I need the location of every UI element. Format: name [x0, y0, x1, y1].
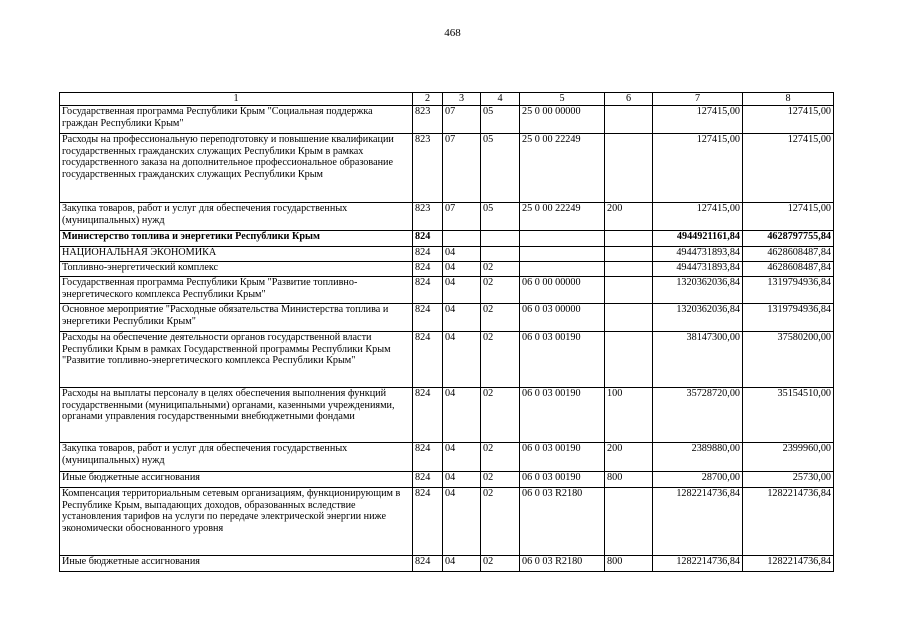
row-expense-type-cell: 200: [605, 203, 653, 231]
table-row: [60, 304, 834, 332]
row-amount-year1-cell: 4944921161,84: [653, 231, 743, 247]
row-target-article-cell: 06 0 03 R2180: [520, 556, 605, 572]
row-expense-type-cell: [605, 277, 653, 304]
row-name-cell: Иные бюджетные ассигнования: [60, 556, 413, 572]
row-amount-year1-cell: 38147300,00: [653, 332, 743, 388]
row-ministry-code-cell: 823: [413, 106, 443, 134]
row-amount-year1-cell: 1320362036,84: [653, 304, 743, 332]
row-ministry-code-cell: 824: [413, 304, 443, 332]
table-header-row: [60, 93, 834, 106]
row-subsection-cell: 05: [481, 134, 520, 203]
row-ministry-code-cell: 823: [413, 203, 443, 231]
row-target-article-cell: 06 0 03 R2180: [520, 488, 605, 556]
table-row: [60, 332, 834, 388]
row-target-article-cell: 25 0 00 00000: [520, 106, 605, 134]
row-amount-year2-cell: 35154510,00: [743, 388, 834, 443]
row-ministry-code-cell: 824: [413, 247, 443, 262]
row-amount-year1-cell: 127415,00: [653, 106, 743, 134]
row-expense-type-cell: [605, 247, 653, 262]
row-name-cell: Закупка товаров, работ и услуг для обеспечения государственных (муниципальных) нужд: [60, 443, 413, 472]
row-section-cell: 07: [443, 203, 481, 231]
table-row: [60, 556, 834, 572]
row-name-cell: Компенсация территориальным сетевым организациям, функционирующим в Республике Крым, выпадающих доходов, образованных вследствие установления тарифов на услуги по передаче электрической энергии ниже экономически обоснованного уровня: [60, 488, 413, 556]
row-amount-year1-cell: 127415,00: [653, 203, 743, 231]
column-header-3: 3: [443, 93, 481, 106]
row-amount-year1-cell: 4944731893,84: [653, 262, 743, 277]
row-subsection-cell: 02: [481, 277, 520, 304]
row-section-cell: 07: [443, 106, 481, 134]
row-target-article-cell: 06 0 03 00190: [520, 332, 605, 388]
row-subsection-cell: 02: [481, 262, 520, 277]
row-section-cell: 04: [443, 247, 481, 262]
row-expense-type-cell: [605, 134, 653, 203]
row-name-cell: Государственная программа Республики Крым "Развитие топливно-энергетического комплекса Республики Крым": [60, 277, 413, 304]
row-ministry-code-cell: 824: [413, 262, 443, 277]
row-amount-year2-cell: 1319794936,84: [743, 304, 834, 332]
row-target-article-cell: [520, 231, 605, 247]
table-row: [60, 106, 834, 134]
table-row: [60, 262, 834, 277]
table-row: [60, 443, 834, 472]
row-subsection-cell: 02: [481, 304, 520, 332]
row-section-cell: 04: [443, 488, 481, 556]
row-subsection-cell: 02: [481, 443, 520, 472]
row-target-article-cell: 25 0 00 22249: [520, 203, 605, 231]
row-subsection-cell: [481, 231, 520, 247]
row-amount-year1-cell: 4944731893,84: [653, 247, 743, 262]
row-amount-year2-cell: 37580200,00: [743, 332, 834, 388]
row-amount-year2-cell: 1282214736,84: [743, 488, 834, 556]
row-amount-year1-cell: 28700,00: [653, 472, 743, 488]
table-row: [60, 247, 834, 262]
row-target-article-cell: 06 0 03 00000: [520, 304, 605, 332]
row-section-cell: 04: [443, 556, 481, 572]
row-amount-year1-cell: 1282214736,84: [653, 556, 743, 572]
column-header-7: 7: [653, 93, 743, 106]
row-section-cell: 04: [443, 262, 481, 277]
table-row: [60, 472, 834, 488]
column-header-8: 8: [743, 93, 834, 106]
row-section-cell: 07: [443, 134, 481, 203]
row-amount-year1-cell: 35728720,00: [653, 388, 743, 443]
row-expense-type-cell: [605, 488, 653, 556]
row-expense-type-cell: [605, 304, 653, 332]
row-ministry-code-cell: 824: [413, 277, 443, 304]
row-section-cell: 04: [443, 388, 481, 443]
row-name-cell: Расходы на обеспечение деятельности органов государственной власти Республики Крым в рамках Государственной программы Республики Крым "Развитие топливно-энергетического комплекса Республики Крым": [60, 332, 413, 388]
row-target-article-cell: [520, 247, 605, 262]
column-header-6: 6: [605, 93, 653, 106]
row-expense-type-cell: 100: [605, 388, 653, 443]
row-ministry-code-cell: 824: [413, 556, 443, 572]
row-subsection-cell: 02: [481, 556, 520, 572]
row-amount-year2-cell: 25730,00: [743, 472, 834, 488]
row-ministry-code-cell: 824: [413, 488, 443, 556]
row-name-cell: Расходы на выплаты персоналу в целях обеспечения выполнения функций государственными (муниципальными) органами, казенными учреждениями, органами управления государственными внебюджетными фондами: [60, 388, 413, 443]
row-name-cell: Основное мероприятие "Расходные обязательства Министерства топлива и энергетики Республики Крым": [60, 304, 413, 332]
row-amount-year2-cell: 127415,00: [743, 106, 834, 134]
row-section-cell: 04: [443, 472, 481, 488]
row-expense-type-cell: 200: [605, 443, 653, 472]
table-row: [60, 231, 834, 247]
row-expense-type-cell: [605, 231, 653, 247]
row-target-article-cell: 06 0 00 00000: [520, 277, 605, 304]
row-amount-year1-cell: 2389880,00: [653, 443, 743, 472]
row-target-article-cell: 25 0 00 22249: [520, 134, 605, 203]
row-subsection-cell: 02: [481, 472, 520, 488]
budget-table: [59, 92, 834, 572]
page-number: 468: [444, 27, 461, 39]
row-section-cell: 04: [443, 277, 481, 304]
row-amount-year2-cell: 4628797755,84: [743, 231, 834, 247]
row-amount-year1-cell: 1320362036,84: [653, 277, 743, 304]
row-target-article-cell: 06 0 03 00190: [520, 443, 605, 472]
row-subsection-cell: 02: [481, 388, 520, 443]
row-ministry-code-cell: 824: [413, 231, 443, 247]
row-amount-year1-cell: 127415,00: [653, 134, 743, 203]
row-ministry-code-cell: 824: [413, 472, 443, 488]
table-row: [60, 488, 834, 556]
row-subsection-cell: 02: [481, 332, 520, 388]
row-amount-year2-cell: 4628608487,84: [743, 262, 834, 277]
row-expense-type-cell: 800: [605, 556, 653, 572]
row-ministry-code-cell: 824: [413, 332, 443, 388]
column-header-4: 4: [481, 93, 520, 106]
row-amount-year1-cell: 1282214736,84: [653, 488, 743, 556]
row-target-article-cell: 06 0 03 00190: [520, 472, 605, 488]
row-name-cell: НАЦИОНАЛЬНАЯ ЭКОНОМИКА: [60, 247, 413, 262]
row-expense-type-cell: [605, 106, 653, 134]
column-header-5: 5: [520, 93, 605, 106]
row-amount-year2-cell: 127415,00: [743, 203, 834, 231]
table-row: [60, 388, 834, 443]
table-row: [60, 277, 834, 304]
row-section-cell: 04: [443, 443, 481, 472]
row-amount-year2-cell: 127415,00: [743, 134, 834, 203]
row-subsection-cell: [481, 247, 520, 262]
row-subsection-cell: 05: [481, 106, 520, 134]
row-subsection-cell: 05: [481, 203, 520, 231]
row-name-cell: Иные бюджетные ассигнования: [60, 472, 413, 488]
column-header-1: 1: [60, 93, 413, 106]
row-expense-type-cell: [605, 332, 653, 388]
row-ministry-code-cell: 824: [413, 443, 443, 472]
table-row: [60, 134, 834, 203]
row-name-cell: Государственная программа Республики Крым "Социальная поддержка граждан Республики Крым": [60, 106, 413, 134]
row-name-cell: Закупка товаров, работ и услуг для обеспечения государственных (муниципальных) нужд: [60, 203, 413, 231]
row-amount-year2-cell: 4628608487,84: [743, 247, 834, 262]
row-amount-year2-cell: 1319794936,84: [743, 277, 834, 304]
row-amount-year2-cell: 2399960,00: [743, 443, 834, 472]
row-ministry-code-cell: 824: [413, 388, 443, 443]
row-section-cell: [443, 231, 481, 247]
row-name-cell: Топливно-энергетический комплекс: [60, 262, 413, 277]
column-header-2: 2: [413, 93, 443, 106]
table-row: [60, 203, 834, 231]
row-target-article-cell: [520, 262, 605, 277]
row-expense-type-cell: 800: [605, 472, 653, 488]
row-target-article-cell: 06 0 03 00190: [520, 388, 605, 443]
row-subsection-cell: 02: [481, 488, 520, 556]
row-expense-type-cell: [605, 262, 653, 277]
row-amount-year2-cell: 1282214736,84: [743, 556, 834, 572]
table-body: [60, 93, 834, 572]
row-name-cell: Расходы на профессиональную переподготовку и повышение квалификации государственных гражданских служащих Республики Крым в рамках государственного заказа на дополнительное профессиональное образование государственных гражданских служащих Республики Крым: [60, 134, 413, 203]
row-ministry-code-cell: 823: [413, 134, 443, 203]
row-section-cell: 04: [443, 332, 481, 388]
row-section-cell: 04: [443, 304, 481, 332]
row-name-cell: Министерство топлива и энергетики Республики Крым: [60, 231, 413, 247]
